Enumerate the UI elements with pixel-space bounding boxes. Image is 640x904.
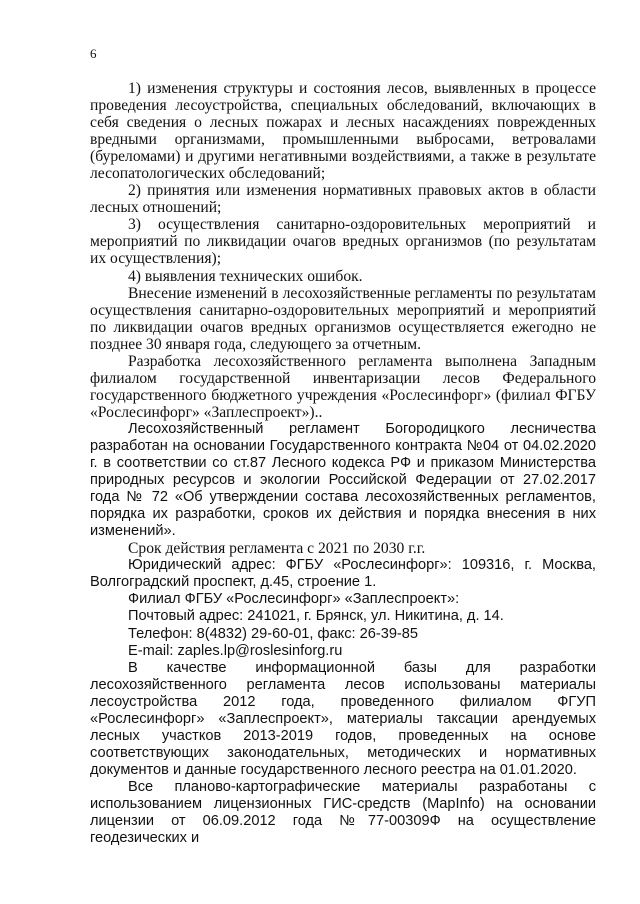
paragraph-phone-fax: Телефон: 8(4832) 29-60-01, факс: 26-39-85 [128, 625, 419, 642]
paragraph-email: E-mail: zaples.lp@roslesinforg.ru [128, 642, 343, 659]
paragraph-postal-address: Почтовый адрес: 241021, г. Брянск, ул. Никитина, д. 14. [128, 608, 504, 625]
document-body [90, 80, 596, 847]
paragraph-branch-name: Филиал ФГБУ «Рослесинфорг» «Заплеспроект»: [128, 591, 460, 608]
paragraph-legal-address: Юридический адрес: ФГБУ «Рослесинфорг»: 109316, г. Москва, Волгоградский проспект, д.45, строение 1. [90, 557, 596, 591]
paragraph-item-4: 4) выявления технических ошибок. [128, 267, 363, 285]
paragraph-information-base: В качестве информационной базы для разработки лесохозяйственного регламента лесов использованы материалы лесоустройства 2012 года, проведенного филиалом ФГУП «Рослесинфорг» «Заплеспроект», материалы таксации арендуемых лесных участков 2013-2019 годов, проведенных на основе соответствующих законодательных, методических и нормативных документов и данные государственного лесного реестра на 01.01.2020. [90, 659, 596, 778]
paragraph-item-3: 3) осуществления санитарно-оздоровительных мероприятий и мероприятий по ликвидации очагов вредных организмов (по результатам их осуществления); [90, 216, 596, 268]
paragraph-item-2: 2) принятия или изменения нормативных правовых актов в области лесных отношений; [90, 182, 596, 217]
paragraph-item-1: 1) изменения структуры и состояния лесов, выявленных в процессе проведения лесоустройства, специальных обследований, включающих в себя сведения о лесных пожарах и лесных насаждениях поврежденных вредными организмами, промышленными выбросами, ветровалами (буреломами) и другими негативными воздействиями, а также в результате лесопатологических обследований; [90, 80, 596, 183]
paragraph-amendments-schedule: Внесение изменений в лесохозяйственные регламенты по результатам осуществления санитарно-оздоровительных мероприятий и мероприятий по ликвидации очагов вредных организмов осуществляется ежегодно не позднее 30 января года, следующего за отчетным. [90, 284, 596, 353]
paragraph-cartographic-materials: Все планово-картографические материалы разработаны с использованием лицензионных ГИС-средств (MapInfo) на основании лицензии от 06.09.2012 года №77-00309Ф на осуществление геодезических и [90, 778, 596, 847]
page-number: 6 [90, 46, 97, 61]
paragraph-legal-basis: Лесохозяйственный регламент Богородицкого лесничества разработан на основании Государственного контракта №04 от 04.02.2020 г. в соответствии со ст.87 Лесного кодекса РФ и приказом Министерства природных ресурсов и экологии Российской Федерации от 27.02.2017 года № 72 «Об утверждении состава лесохозяйственных регламентов, порядка их разработки, сроков их действия и порядка внесения в них изменений». [90, 420, 596, 540]
paragraph-validity-period: Срок действия регламента с 2021 по 2030 г.г. [128, 540, 426, 558]
paragraph-developer: Разработка лесохозяйственного регламента выполнена Западным филиалом государственной инвентаризации лесов Федерального государственного бюджетного учреждения «Рослесинфорг» (филиал ФГБУ «Рослесинфорг» «Заплеспроект»).. [90, 352, 596, 421]
